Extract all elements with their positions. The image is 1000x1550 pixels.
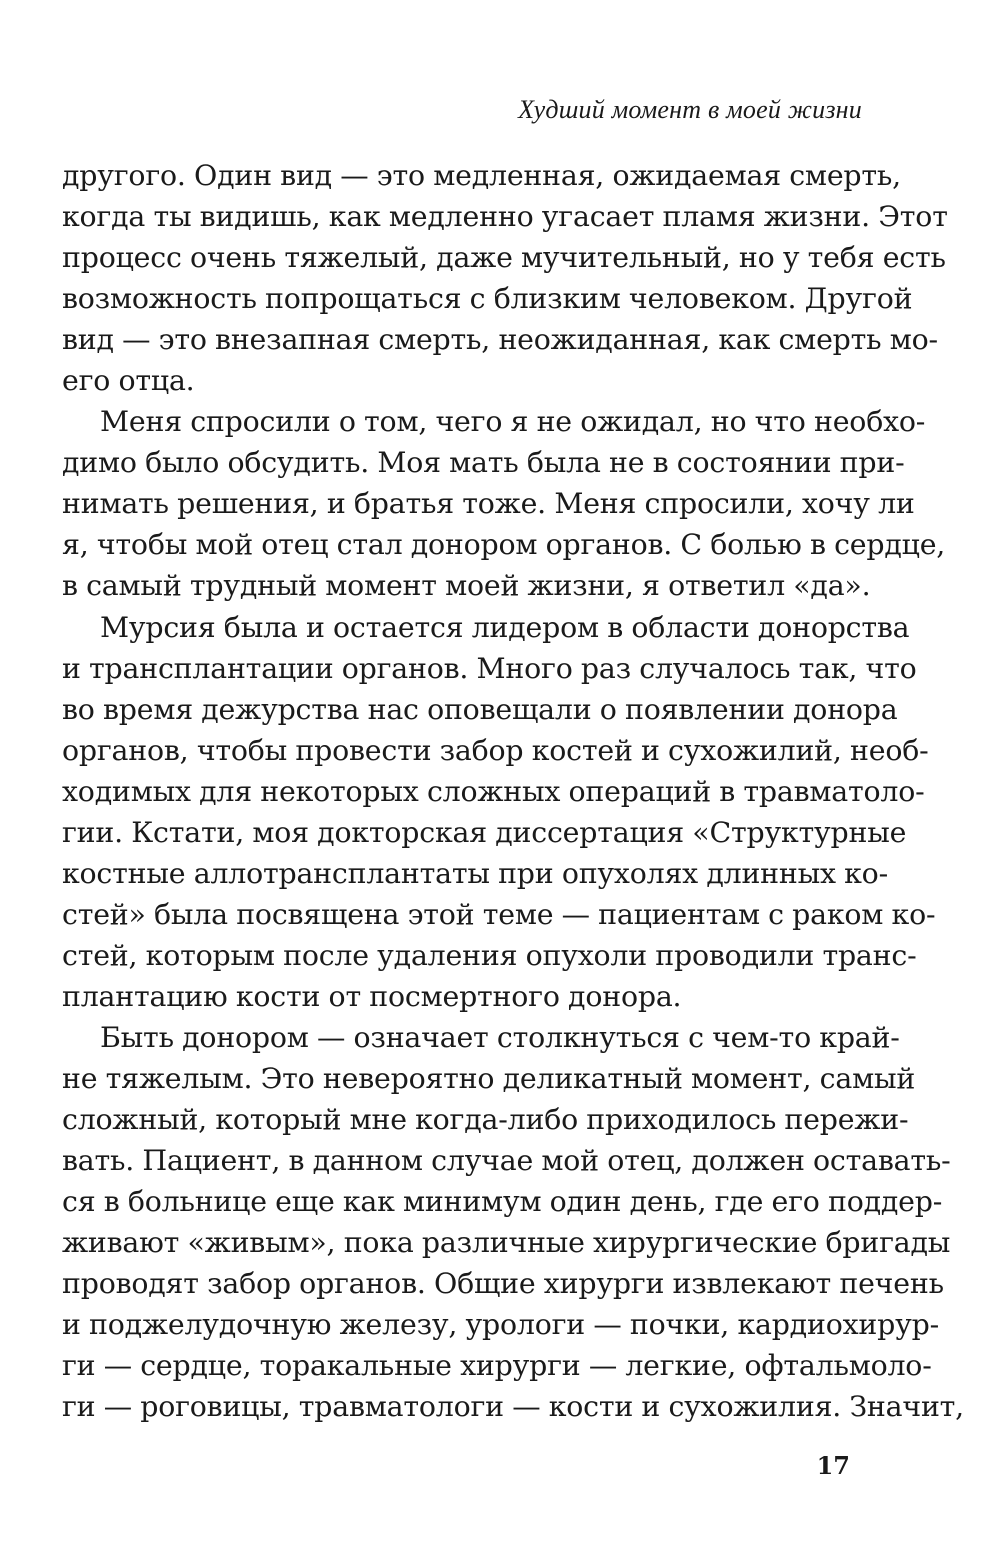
text-line: нимать решения, и братья тоже. Меня спросили, хочу ли: [62, 487, 915, 521]
text-line: проводят забор органов. Общие хирурги извлекают печень: [62, 1267, 944, 1301]
text-line: Быть донором — означает столкнуться с чем-то край-: [100, 1020, 900, 1054]
text-line: сложный, который мне когда-либо приходилось пережи-: [62, 1103, 909, 1137]
text-line: стей, которым после удаления опухоли проводили транс-: [62, 938, 917, 972]
text-line: Меня спросили о том, чего я не ожидал, но что необхо-: [100, 405, 926, 439]
text-line: костные аллотрансплантаты при опухолях длинных ко-: [62, 856, 888, 890]
text-line: живают «живым», пока различные хирургические бригады: [62, 1226, 951, 1260]
text-line: вид — это внезапная смерть, неожиданная, как смерть мо-: [62, 323, 938, 357]
text-line: его отца.: [62, 364, 195, 398]
text-line: ходимых для некоторых сложных операций в травматоло-: [62, 774, 925, 808]
text-line: плантацию кости от посмертного донора.: [62, 979, 682, 1013]
text-line: гии. Кстати, моя докторская диссертация «Структурные: [62, 815, 907, 849]
text-line: процесс очень тяжелый, даже мучительный, но у тебя есть: [62, 241, 946, 275]
text-line: органов, чтобы провести забор костей и сухожилий, необ-: [62, 733, 929, 767]
text-line: когда ты видишь, как медленно угасает пламя жизни. Этот: [62, 200, 948, 234]
paragraph-1: [62, 155, 948, 401]
body-text: [62, 155, 965, 1427]
paragraph-3: [62, 607, 936, 1017]
text-line: ся в больнице еще как минимум один день, где его поддер-: [62, 1185, 943, 1219]
text-line: в самый трудный момент моей жизни, я ответил «да».: [62, 569, 871, 603]
running-head: Худший момент в моей жизни: [518, 95, 862, 124]
text-line: другого. Один вид — это медленная, ожидаемая смерть,: [62, 159, 901, 192]
text-line: я, чтобы мой отец стал донором органов. С болью в сердце,: [62, 528, 946, 562]
text-line: Мурсия была и остается лидером в области донорства: [100, 610, 910, 644]
text-line: и трансплантации органов. Много раз случалось так, что: [62, 651, 917, 685]
text-line: вать. Пациент, в данном случае мой отец, должен оставать-: [62, 1144, 951, 1178]
text-line: стей» была посвящена этой теме — пациентам с раком ко-: [62, 897, 936, 931]
text-line: ги — сердце, торакальные хирурги — легкие, офтальмоло-: [62, 1349, 932, 1383]
page-number: 17: [816, 1451, 850, 1480]
text-line: не тяжелым. Это невероятно деликатный момент, самый: [62, 1062, 916, 1096]
text-line: и поджелудочную железу, урологи — почки, кардиохирур-: [62, 1308, 939, 1342]
paragraph-4: [62, 1017, 965, 1427]
text-line: во время дежурства нас оповещали о появлении донора: [62, 692, 898, 726]
text-line: возможность попрощаться с близким человеком. Другой: [62, 282, 913, 316]
paragraph-2: [62, 401, 946, 606]
text-line: димо было обсудить. Моя мать была не в состоянии при-: [62, 446, 905, 480]
text-line: ги — роговицы, травматологи — кости и сухожилия. Значит,: [62, 1390, 965, 1424]
